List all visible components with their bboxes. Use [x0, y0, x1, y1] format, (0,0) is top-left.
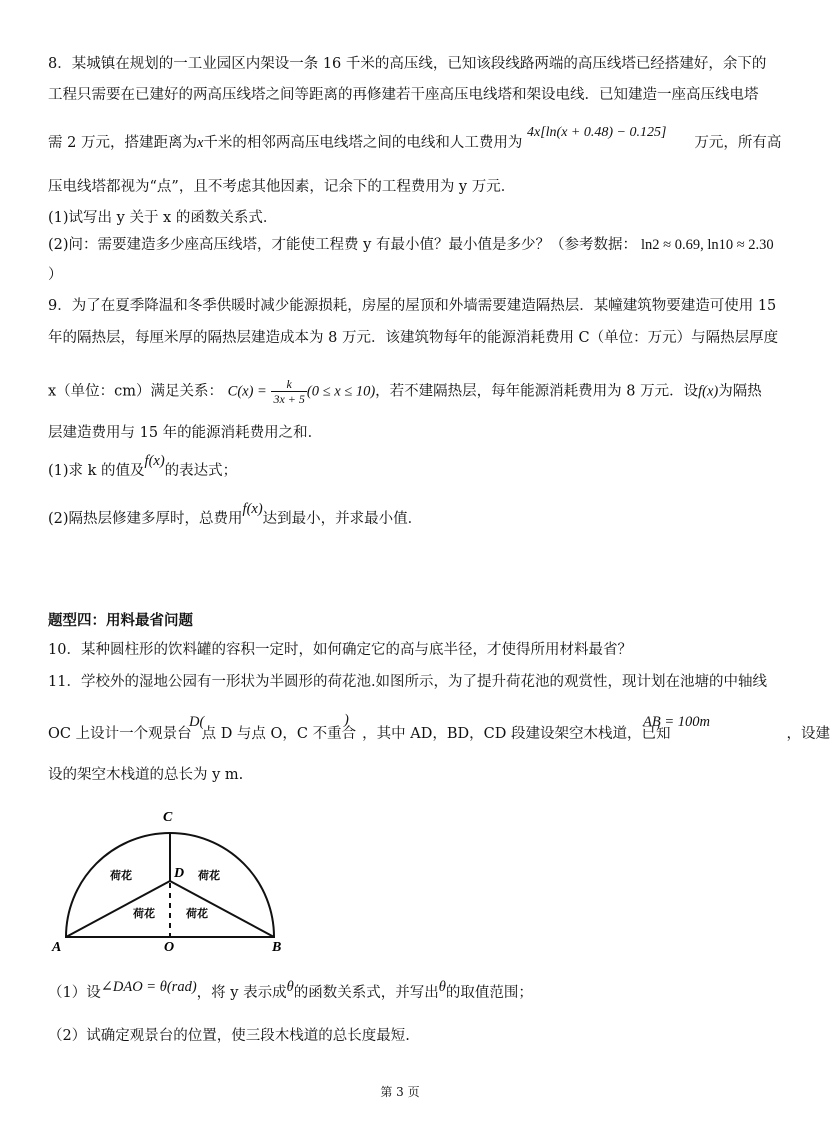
q9-fraction	[271, 377, 306, 406]
q8-line3-d: 万元，所有高	[694, 135, 782, 151]
q11-line2	[48, 724, 830, 744]
q9-part1-a: (1)求 k 的值及	[48, 463, 145, 479]
lotus-label-lower-right: 荷花	[186, 907, 208, 920]
q8-line3-a: 需 2 万元，搭建距离为	[48, 135, 197, 151]
q9-fx-1: f(x)	[698, 383, 719, 400]
q11-part1-c: 的函数关系式，并写出	[293, 985, 439, 1001]
q8-line3	[48, 133, 781, 153]
q9-fx-2: f(x)	[144, 453, 165, 469]
q8-part2	[48, 235, 774, 255]
q11-part1-d: 的取值范围；	[445, 985, 533, 1001]
q11-part2: （2）试确定观景台的位置，使三段木栈道的总长度最短.	[48, 1028, 410, 1044]
q11-theta-2: θ	[438, 979, 446, 995]
label-C: C	[163, 810, 173, 825]
q9-line4: 层建造费用与 15 年的能源消耗费用之和．	[48, 425, 323, 441]
q11-semicircle-figure	[48, 805, 308, 953]
label-A: A	[52, 940, 62, 955]
lotus-label-upper-right: 荷花	[198, 869, 220, 882]
q8-line1: 8．某城镇在规划的一工业园区内架设一条 16 千米的高压线，已知该段线路两端的高压线塔已经搭建好，余下的	[48, 56, 767, 72]
q9-line3-b: ，若不建隔热层，每年能源消耗费用为 8 万元．设	[375, 383, 699, 400]
q8-line2: 工程只需要在已建好的两高压线塔之间等距离的再修建若干座高压电线塔和架设电线．已知建造一座高压线电塔	[48, 87, 759, 103]
q8-reference-data: ln2 ≈ 0.69, ln10 ≈ 2.30	[640, 237, 774, 253]
q9-fx-3: f(x)	[242, 501, 263, 517]
q10-text: 10．某种圆柱形的饮料罐的容积一定时，如何确定它的高与底半径，才使得所用材料最省？	[48, 642, 632, 658]
q8-part1: (1)试写出 y 关于 x 的函数关系式．	[48, 210, 278, 226]
page-footer: 第 3 页	[380, 1085, 420, 1099]
q9-line1: 9．为了在夏季降温和冬季供暖时减少能源损耗，房屋的屋顶和外墙需要建造隔热层．某幢建筑物要建造可使用 15	[48, 298, 777, 314]
q11-part1-a: （1）设	[48, 985, 101, 1001]
label-O: O	[164, 940, 175, 955]
q11-point-D: D(	[189, 714, 205, 730]
q9-part2-b: 达到最小，并求最小值．	[262, 511, 423, 527]
q9-part2-a: (2)隔热层修建多厚时，总费用	[48, 511, 243, 527]
q9-line2: 年的隔热层，每厘米厚的隔热层建造成本为 8 万元．该建筑物每年的能源消耗费用 C（单位：万元）与隔热层厚度	[48, 330, 779, 346]
q9-part1	[48, 453, 238, 481]
lotus-label-lower-left: 荷花	[133, 907, 155, 920]
q8-var-x: x	[196, 135, 204, 151]
q11-theta-1: θ	[286, 979, 294, 995]
lotus-label-upper-left: 荷花	[110, 869, 132, 882]
q9-line3	[48, 377, 762, 406]
q11-AB-given: AB = 100m	[643, 714, 710, 730]
q9-fraction-den: 3x + 5	[273, 392, 305, 406]
q9-part2	[48, 501, 423, 529]
q8-line3-c: 千米的相邻两高压电线塔之间的电线和人工费用为	[203, 135, 523, 151]
q9-line3-a: x（单位：cm）满足关系：	[48, 383, 224, 400]
q11-line1: 11．学校外的湿地公园有一形状为半圆形的荷花池.如图所示，为了提升荷花池的观赏性，现计划在池塘的中轴线	[48, 674, 768, 690]
label-D: D	[174, 866, 185, 881]
q11-part1-b: ，将 y 表示成	[196, 985, 287, 1001]
q8-line4: 压电线塔都视为“点”，且不考虑其他因素，记余下的工程费用为 y 万元．	[48, 179, 516, 195]
q9-condition: (0 ≤ x ≤ 10)	[306, 383, 376, 400]
q8-part2-end: ）	[48, 267, 63, 283]
q11-line2-c: ，其中 AD，BD，CD 段建设架空木栈道，已知	[362, 726, 671, 742]
q9-fraction-num: k	[271, 377, 306, 392]
label-B: B	[272, 940, 282, 955]
q9-line3-c: 为隔热	[718, 383, 762, 400]
q11-part1	[48, 979, 533, 1003]
q11-paren-close: )	[344, 712, 349, 728]
q9-lhs: C(x) =	[227, 383, 267, 400]
q8-part2-text: (2)问：需要建造多少座高压线塔，才能使工程费 y 有最小值？最小值是多少？（参考数据：	[48, 237, 637, 253]
section-heading: 题型四：用料最省问题	[48, 613, 193, 629]
q9-part1-b: 的表达式；	[164, 463, 238, 479]
q11-line3: 设的架空木栈道的总长为 y m.	[48, 767, 244, 783]
q11-angle-def: ∠DAO = θ(rad)	[100, 979, 197, 995]
q8-cost-formula: 4x[ln(x + 0.48) − 0.125]	[527, 125, 667, 140]
q11-line2-a: OC 上设计一个观景台	[48, 726, 192, 742]
q11-line2-b: 点 D 与点 O，C 不重合	[201, 726, 357, 742]
q11-line2-d: ，设建	[786, 726, 830, 742]
